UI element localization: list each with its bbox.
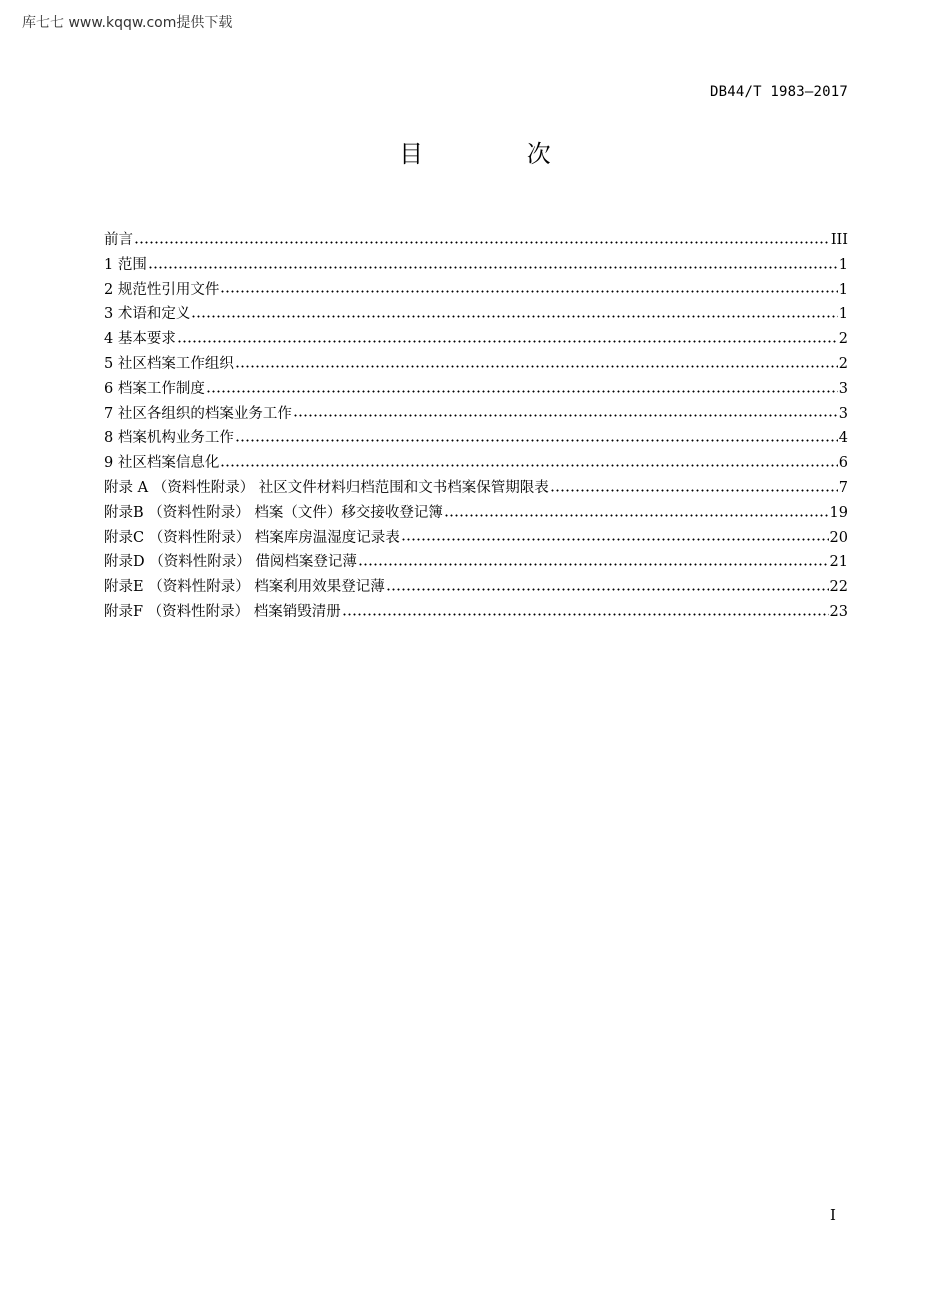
toc-entry-label: 3 术语和定义 xyxy=(104,306,191,323)
toc-entry-page: 1 xyxy=(838,281,848,298)
toc-entry-page: 1 xyxy=(838,306,848,323)
page-number: I xyxy=(830,1206,836,1224)
toc-entry-label: 4 基本要求 xyxy=(104,331,176,348)
toc-entry-label: 前言 xyxy=(104,232,133,248)
toc-entry-label: 1 范围 xyxy=(104,256,147,273)
toc-entry-page: 6 xyxy=(838,455,848,472)
toc-dot-leader xyxy=(220,290,837,293)
toc-entry[interactable] xyxy=(104,426,848,451)
toc-entry-label: 7 社区各组织的档案业务工作 xyxy=(104,405,292,422)
toc-entry[interactable] xyxy=(104,600,848,625)
toc-dot-leader xyxy=(386,588,829,591)
toc-entry-label: 5 社区档案工作组织 xyxy=(104,355,234,372)
toc-dot-leader xyxy=(206,390,838,393)
table-of-contents xyxy=(104,228,848,625)
toc-entry[interactable] xyxy=(104,253,848,278)
toc-dot-leader xyxy=(134,241,830,244)
toc-dot-leader xyxy=(342,613,829,616)
toc-entry-label: 附录 A （资料性附录） 社区文件材料归档范围和文书档案保管期限表 xyxy=(104,479,549,496)
toc-entry-page: 2 xyxy=(838,355,848,372)
toc-dot-leader xyxy=(220,464,837,467)
toc-entry-label: 2 规范性引用文件 xyxy=(104,281,220,298)
toc-entry-page: 19 xyxy=(829,504,848,521)
toc-entry[interactable] xyxy=(104,402,848,427)
toc-entry-label: 9 社区档案信息化 xyxy=(104,455,220,472)
watermark-text: 库七七 www.kqqw.com提供下载 xyxy=(22,15,233,31)
toc-entry-label: 附录D （资料性附录） 借阅档案登记薄 xyxy=(104,554,357,571)
toc-entry[interactable] xyxy=(104,278,848,303)
toc-dot-leader xyxy=(550,489,838,492)
toc-entry-page: 20 xyxy=(829,529,848,546)
toc-entry-label: 附录C （资料性附录） 档案库房温湿度记录表 xyxy=(104,529,400,546)
toc-entry[interactable] xyxy=(104,327,848,352)
toc-entry-page: 3 xyxy=(838,380,848,397)
document-code: DB44/T 1983—2017 xyxy=(709,84,848,100)
toc-dot-leader xyxy=(148,266,838,269)
toc-entry-page: 4 xyxy=(838,430,848,447)
toc-entry-page: 23 xyxy=(829,603,848,620)
toc-entry[interactable] xyxy=(104,451,848,476)
page-title: 目 次 xyxy=(399,140,599,168)
toc-entry[interactable] xyxy=(104,526,848,551)
toc-entry[interactable] xyxy=(104,228,848,253)
toc-entry-page: 1 xyxy=(838,256,848,273)
toc-entry-page: 2 xyxy=(838,331,848,348)
toc-dot-leader xyxy=(358,563,829,566)
toc-dot-leader xyxy=(191,315,837,318)
toc-entry[interactable] xyxy=(104,476,848,501)
toc-entry-label: 附录B （资料性附录） 档案（文件）移交接收登记簿 xyxy=(104,504,443,521)
toc-entry-page: 22 xyxy=(829,579,848,596)
toc-entry-page: 3 xyxy=(838,405,848,422)
toc-entry-label: 附录E （资料性附录） 档案利用效果登记薄 xyxy=(104,579,385,596)
toc-dot-leader xyxy=(401,538,829,541)
toc-entry[interactable] xyxy=(104,352,848,377)
toc-dot-leader xyxy=(235,365,838,368)
toc-entry-page: 7 xyxy=(838,479,848,496)
toc-entry-page: 21 xyxy=(829,554,848,571)
toc-entry-label: 附录F （资料性附录） 档案销毁清册 xyxy=(104,603,341,620)
toc-entry-page: III xyxy=(830,232,848,248)
toc-entry[interactable] xyxy=(104,501,848,526)
toc-dot-leader xyxy=(235,439,838,442)
toc-entry[interactable] xyxy=(104,302,848,327)
toc-entry[interactable] xyxy=(104,575,848,600)
toc-dot-leader xyxy=(444,514,829,517)
toc-dot-leader xyxy=(293,414,838,417)
toc-entry-label: 6 档案工作制度 xyxy=(104,380,205,397)
toc-entry[interactable] xyxy=(104,550,848,575)
toc-dot-leader xyxy=(177,340,838,343)
toc-entry-label: 8 档案机构业务工作 xyxy=(104,430,234,447)
toc-entry[interactable] xyxy=(104,377,848,402)
